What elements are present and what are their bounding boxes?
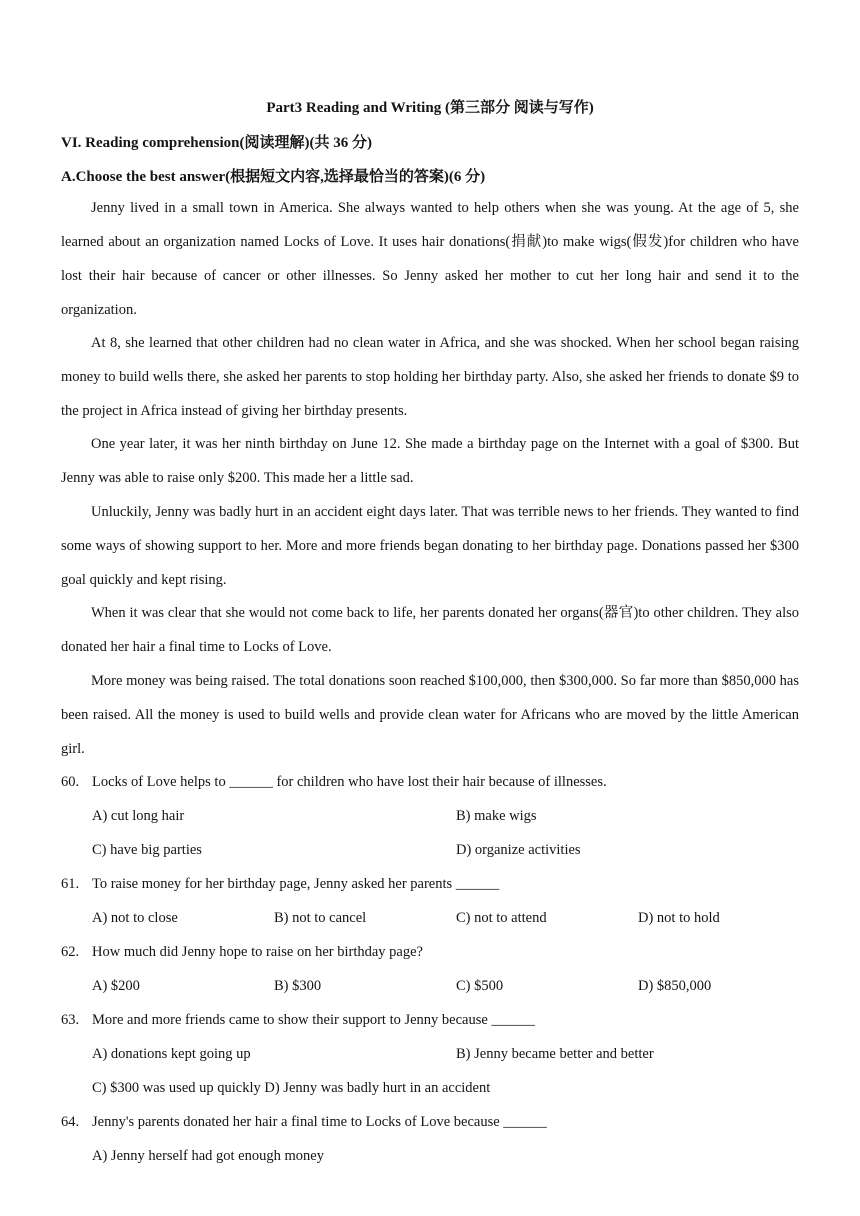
q60-option-c[interactable]: C) have big parties xyxy=(92,842,202,858)
question-62 xyxy=(61,944,423,961)
question-text: To raise money for her birthday page, Jenny asked her parents ______ xyxy=(92,876,500,892)
q64-option-a[interactable]: A) Jenny herself had got enough money xyxy=(92,1148,324,1164)
question-64 xyxy=(61,1114,547,1131)
part-title: Part3 Reading and Writing (第三部分 阅读与写作) xyxy=(266,100,594,116)
q62-option-c[interactable]: C) $500 xyxy=(456,978,504,994)
q62-option-d[interactable]: D) $850,000 xyxy=(638,978,712,994)
question-number: 62. xyxy=(61,944,80,960)
question-60 xyxy=(61,774,607,791)
q61-option-c[interactable]: C) not to attend xyxy=(456,910,547,926)
q62-option-b[interactable]: B) $300 xyxy=(274,978,322,994)
question-number: 60. xyxy=(61,774,80,790)
q63-option-c[interactable]: C) $300 was used up quickly xyxy=(92,1080,261,1096)
passage-paragraph-1: Jenny lived in a small town in America. She always wanted to help others when she was young. At the age of 5, she learned about an organization named Locks of Love. It uses hair donations(捐献)to make wigs(假发)for children who have lost their hair because of cancer or other illnesses. So Jenny asked her mother to cut her long hair and send it to the organization. xyxy=(61,200,799,318)
q60-option-b[interactable]: B) make wigs xyxy=(456,808,537,824)
q63-option-a[interactable]: A) donations kept going up xyxy=(92,1046,251,1062)
question-number: 61. xyxy=(61,876,80,892)
section-heading: VI. Reading comprehension(阅读理解)(共 36 分) xyxy=(61,135,372,151)
subsection-heading: A.Choose the best answer(根据短文内容,选择最恰当的答案)(6 分) xyxy=(61,169,486,185)
passage-paragraph-4: Unluckily, Jenny was badly hurt in an accident eight days later. That was terrible news to her friends. They wanted to find some ways of showing support to her. More and more friends began donating to her birthday page. Donations passed her $300 goal quickly and kept rising. xyxy=(61,504,799,588)
q63-options-cd-row xyxy=(92,1080,490,1097)
q60-option-a[interactable]: A) cut long hair xyxy=(92,808,185,824)
q61-option-a[interactable]: A) not to close xyxy=(92,910,178,926)
q61-option-b[interactable]: B) not to cancel xyxy=(274,910,367,926)
question-text: Jenny's parents donated her hair a final time to Locks of Love because ______ xyxy=(92,1114,547,1130)
question-text: Locks of Love helps to ______ for children who have lost their hair because of illnesses. xyxy=(92,774,607,790)
q63-option-d[interactable]: D) Jenny was badly hurt in an accident xyxy=(264,1080,491,1096)
q60-option-d[interactable]: D) organize activities xyxy=(456,842,581,858)
question-number: 64. xyxy=(61,1114,80,1130)
passage-paragraph-6: More money was being raised. The total donations soon reached $100,000, then $300,000. So far more than $850,000 has been raised. All the money is used to build wells and provide clean water for Africans who are moved by the little American girl. xyxy=(61,673,799,757)
question-text: How much did Jenny hope to raise on her birthday page? xyxy=(92,944,423,960)
q63-option-b[interactable]: B) Jenny became better and better xyxy=(456,1046,654,1062)
question-63 xyxy=(61,1012,535,1029)
q62-option-a[interactable]: A) $200 xyxy=(92,978,140,994)
question-61 xyxy=(61,876,499,893)
passage-paragraph-2: At 8, she learned that other children had no clean water in Africa, and she was shocked. When her school began raising money to build wells there, she asked her parents to stop holding her birthday party. Also, she asked her friends to donate $9 to the project in Africa instead of giving her birthday presents. xyxy=(61,335,799,419)
question-number: 63. xyxy=(61,1012,80,1028)
passage-paragraph-5: When it was clear that she would not come back to life, her parents donated her organs(器官)to other children. They also donated her hair a final time to Locks of Love. xyxy=(61,605,799,655)
q61-option-d[interactable]: D) not to hold xyxy=(638,910,720,926)
passage-paragraph-3: One year later, it was her ninth birthday on June 12. She made a birthday page on the Internet with a goal of $300. But Jenny was able to raise only $200. This made her a little sad. xyxy=(61,436,799,486)
question-text: More and more friends came to show their support to Jenny because ______ xyxy=(92,1012,535,1028)
